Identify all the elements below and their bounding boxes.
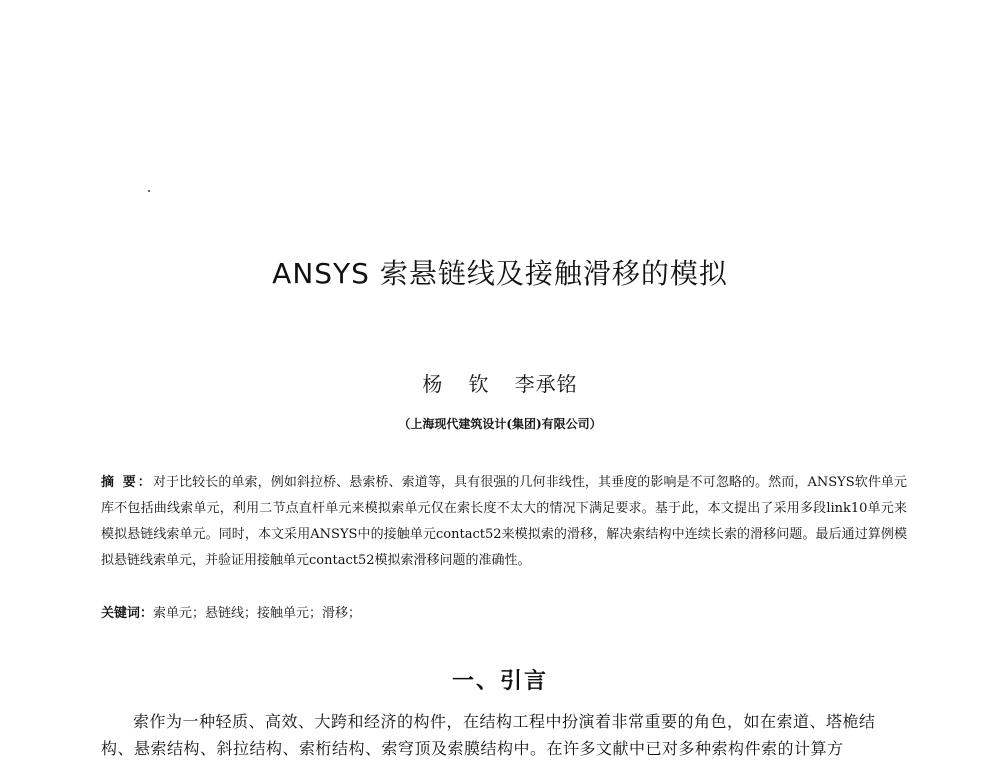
- section-heading: 一、引言: [451, 669, 548, 694]
- keywords-text: 索单元；悬链线；接触单元；滑移；: [153, 606, 362, 621]
- keywords: [101, 604, 907, 624]
- abstract: [101, 470, 907, 574]
- author-affiliation: （上海现代建筑设计(集团)有限公司）: [398, 417, 602, 431]
- author-list: [0, 368, 1000, 397]
- body-paragraph: 索作为一种轻质、高效、大跨和经济的构件，在结构工程中扮演着非常重要的角色，如在索道、塔桅结构、悬索结构、斜拉结构、索桁结构、索穹顶及索膜结构中。在许多文献中已对多种索构件索的计算方: [101, 712, 876, 758]
- paper-title: ANSYS 索悬链线及接触滑移的模拟: [272, 257, 728, 290]
- abstract-text: 对于比较长的单索，例如斜拉桥、悬索桥、索道等，具有很强的几何非线性，其垂度的影响是不可忽略的。然而，ANSYS软件单元库不包括曲线索单元，利用二节点直杆单元来模拟索单元仅在索长度不太大的情况下满足要求。基于此，本文提出了采用多段link10单元来模拟悬链线索单元。同时，本文采用ANSYS中的接触单元contact52来模拟索的滑移，解决索结构中连续长索的滑移问题。最后通过算例模拟悬链线索单元，并验证用接触单元contact52模拟索滑移问题的准确性。: [101, 475, 907, 568]
- author-name: 李承铭: [514, 372, 578, 396]
- keywords-label: 关键词：: [101, 606, 154, 621]
- abstract-label: 摘 要：: [101, 475, 153, 490]
- author-name: 杨 钦: [422, 372, 499, 396]
- scan-speck: [148, 190, 150, 192]
